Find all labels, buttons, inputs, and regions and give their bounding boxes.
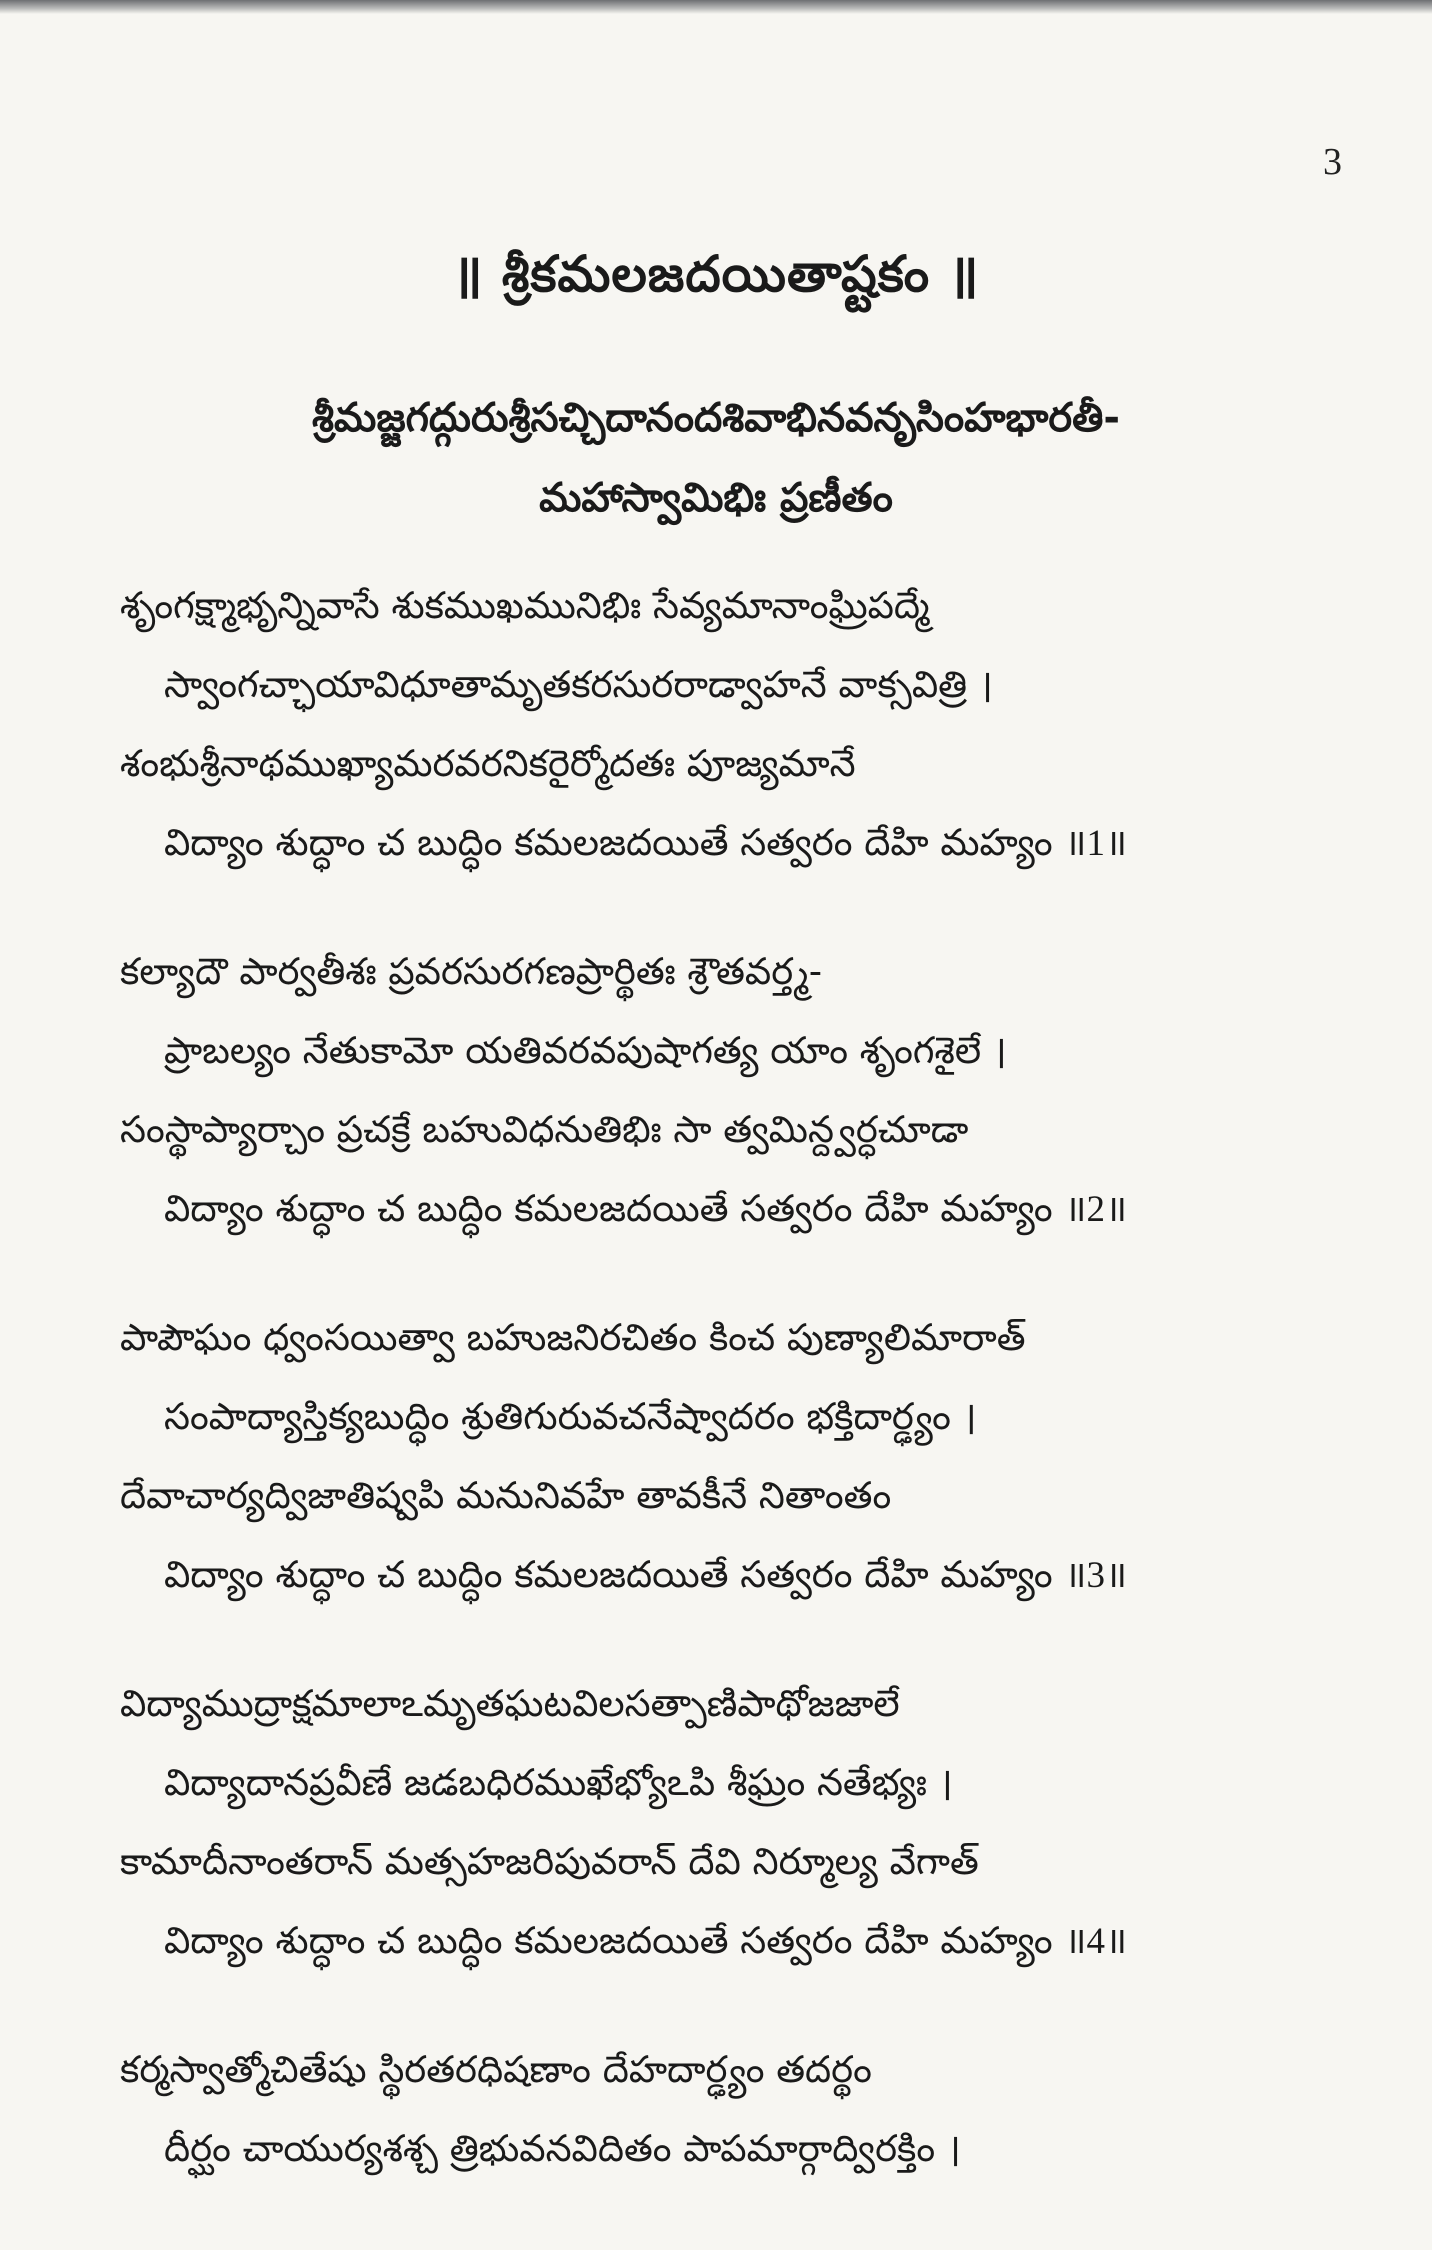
stanza-4 [120, 1676, 1350, 1992]
page-top-edge [0, 0, 1432, 14]
stanza-line: కల్యాదౌ పార్వతీశః ప్రవరసురగణప్రార్థితః శ్రౌతవర్త్మ- [120, 950, 823, 993]
stanza-line: దేవాచార్యద్విజాతిష్వపి మనునివహే తావకీనే నితాంతం [120, 1474, 892, 1517]
stanza-3 [120, 1310, 1350, 1626]
refrain-text: విద్యాం శుద్ధాం చ బుద్ధిం కమలజదయితే సత్వరం దేహి మహ్యం [164, 821, 1053, 864]
stanza-line: ప్రాబల్యం నేతుకామో యతివరవపుషాగత్య యాం శృంగశైలే । [164, 1029, 1007, 1072]
refrain-text: విద్యాం శుద్ధాం చ బుద్ధిం కమలజదయితే సత్వరం దేహి మహ్యం [164, 1553, 1053, 1596]
stanza-line: కామాదీనాంతరాన్ మత్సహజరిపువరాన్ దేవి నిర్మూల్య వేగాత్ [120, 1840, 979, 1883]
stanza-number: ॥1॥ [1064, 823, 1128, 864]
stanza-1 [120, 578, 1350, 894]
page-number: 3 [1323, 141, 1342, 183]
stanza-2 [120, 944, 1350, 1260]
stanza-refrain-line [120, 1181, 1350, 1260]
stanza-refrain-line [120, 1913, 1350, 1992]
verse-list [120, 578, 1350, 2250]
stanza-line: విద్యాదానప్రవీణే జడబధిరముఖేభ్యోఽపి శీఘ్రం నతేభ్యః । [164, 1761, 953, 1804]
refrain-text: విద్యాం శుద్ధాం చ బుద్ధిం కమలజదయితే సత్వరం దేహి మహ్యం [164, 1187, 1053, 1230]
stanza-line: దీర్ఘం చాయుర్యశశ్చ త్రిభువనవిదితం పాపమార్గాద్విరక్తిం । [164, 2127, 961, 2170]
stanza-refrain-line [120, 1547, 1350, 1626]
page-title: ॥ శ్రీకమలజదయితాష్టకం ॥ [452, 245, 980, 303]
stanza-refrain-line [120, 815, 1350, 894]
stanza-line: పాపౌఘం ధ్వంసయిత్వా బహుజనిరచితం కించ పుణ్యాలిమారాత్ [120, 1316, 1026, 1359]
stanza-line: సంపాద్యాస్తిక్యబుద్ధిం శ్రుతిగురువచనేష్వాదరం భక్తిదార్ఢ్యం । [164, 1395, 977, 1438]
stanza-line: శంభుశ్రీనాథముఖ్యామరవరనికరైర్మోదతః పూజ్యమానే [120, 742, 856, 785]
stanza-line: శృంగక్ష్మాభృన్నివాసే శుకముఖమునిభిః సేవ్యమానాంఘ్రిపద్మే [120, 584, 930, 627]
subtitle-line-1: శ్రీమజ్జగద్గురుశ్రీసచ్చిదానందశివాభినవనృసింహభారతీ- [312, 395, 1120, 441]
stanza-line: విద్యాముద్రాక్షమాలాఽమృతఘటవిలసత్పాణిపాథోజజాలే [120, 1682, 900, 1725]
refrain-text: విద్యాం శుద్ధాం చ బుద్ధిం కమలజదయితే సత్వరం దేహి మహ్యం [164, 1919, 1053, 1962]
stanza-line: కర్మస్వాత్మోచితేషు స్థిరతరధిషణాం దేహదార్ఢ్యం తదర్థం [120, 2048, 872, 2091]
stanza-5 [120, 2042, 1350, 2200]
subtitle-line-2: మహాస్వామిభిః ప్రణీతం [539, 475, 893, 521]
stanza-number: ॥4॥ [1064, 1921, 1128, 1962]
stanza-number: ॥3॥ [1064, 1555, 1128, 1596]
stanza-number: ॥2॥ [1064, 1189, 1128, 1230]
stanza-line: స్వాంగచ్ఛాయావిధూతామృతకరసురరాడ్వాహనే వాక్సవిత్రి । [164, 663, 993, 706]
stanza-line: సంస్థాప్యార్చాం ప్రచక్రే బహువిధనుతిభిః సా త్వమిన్ద్వర్ధచూడా [120, 1108, 969, 1151]
